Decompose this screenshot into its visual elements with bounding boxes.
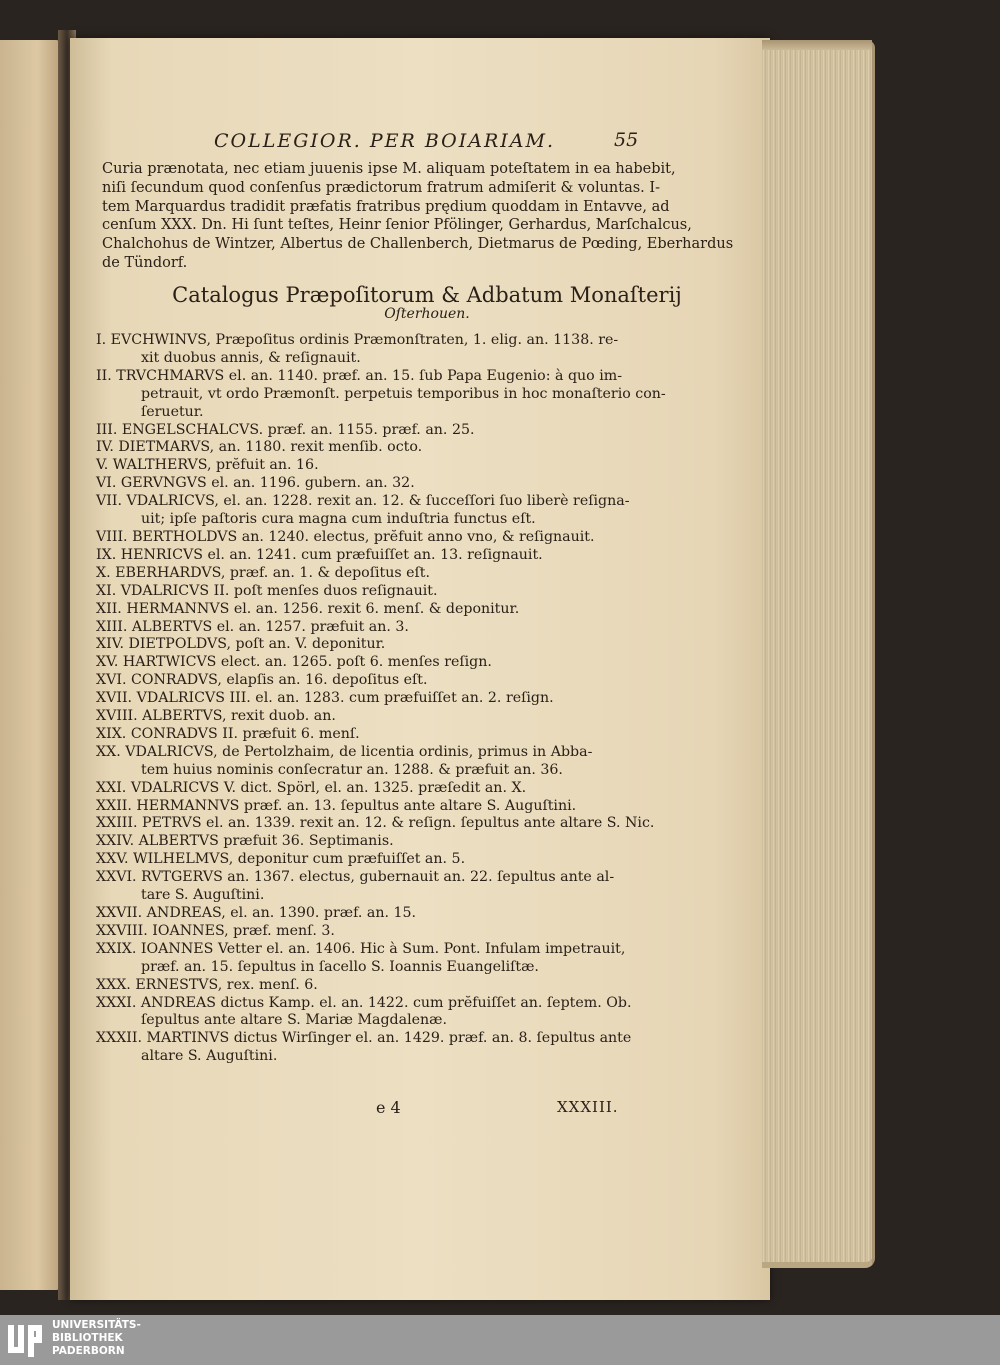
running-title: COLLEGIOR. PER BOIARIAM. [214, 130, 556, 152]
catalog-entry: V. WALTHERVS, prĕfuit an. 16. [96, 457, 319, 474]
left-page-edge [0, 40, 62, 1290]
catalog-entry: tem huius nominis conſecratur an. 1288. & præfuit an. 36. [141, 761, 563, 778]
library-name [52, 1319, 141, 1358]
paragraph-line: de Tündorf. [102, 254, 188, 271]
catalog-entry: XXII. HERMANNVS præf. an. 13. ſepultus ante altare S. Auguſtini. [96, 797, 577, 814]
paragraph-line: tem Marquardus tradidit præfatis fratribus prędium quoddam in Entavve, ad [102, 198, 670, 215]
catalog-entry: XXIX. IOANNES Vetter el. an. 1406. Hic à Sum. Pont. Infulam impetrauit, [96, 940, 626, 957]
catalog-entry: I. EVCHWINVS, Præpoſitus ordinis Præmonſtraten, 1. elig. an. 1138. re- [96, 332, 619, 348]
paragraph-line: Curia prænotata, nec etiam juuenis ipse M. aliquam poteſtatem in ea habebit, [102, 161, 676, 177]
catalog-subtitle: Oſterhouen. [384, 306, 470, 322]
catalog-entry: XXXI. ANDREAS dictus Kamp. el. an. 1422. cum prĕfuiſſet an. ſeptem. Ob. [96, 994, 632, 1011]
catalog-entry: XXVIII. IOANNES, præf. menſ. 3. [96, 922, 335, 939]
catalog-entry: XVIII. ALBERTVS, rexit duob. an. [96, 708, 336, 725]
catalog-entry: XIV. DIETPOLDVS, poſt an. V. deponitur. [96, 636, 386, 653]
catalog-list [96, 332, 666, 1066]
paragraph-line: niſi ſecundum quod conſenſus prædictorum fratrum admiſerit & voluntas. I- [102, 179, 661, 196]
catalog-title: Catalogus Præpoſitorum & Adbatum Monaſterij [172, 283, 682, 307]
catalog-entry: IV. DIETMARVS, an. 1180. rexit menſib. octo. [96, 439, 423, 456]
catalog-entry: præf. an. 15. ſepultus in ſacello S. Ioannis Euangeliſtæ. [141, 958, 539, 975]
catalog-entry: XVII. VDALRICVS III. el. an. 1283. cum præfuiſſet an. 2. reſign. [96, 690, 554, 707]
catalog-entry: uit; ipſe paſtoris cura magna cum induſtria functus eſt. [141, 511, 536, 528]
page-number: 55 [614, 129, 639, 151]
catalog-entry: XXVII. ANDREAS, el. an. 1390. præf. an. 15. [96, 905, 417, 921]
catalog-entry: XV. HARTWICVS elect. an. 1265. poſt 6. menſes reſign. [96, 654, 492, 671]
catalog-entry: VII. VDALRICVS, el. an. 1228. rexit an. 12. & ſucceſſori ſuo liberè reſigna- [96, 493, 630, 510]
page-edges [762, 40, 875, 1268]
library-name-line: UNIVERSITÄTS- [52, 1319, 141, 1331]
catalog-entry: III. ENGELSCHALCVS. præf. an. 1155. præf. an. 25. [96, 421, 475, 438]
catalog-entry: ſeruetur. [141, 403, 204, 420]
signature-mark: e 4 [376, 1098, 401, 1117]
catalog-entry: XXX. ERNESTVS, rex. menſ. 6. [96, 976, 318, 993]
catalog-entry: tare S. Auguſtini. [141, 887, 265, 904]
catalog-entry: XIX. CONRADVS II. præfuit 6. menſ. [96, 725, 360, 742]
catalog-entry: XX. VDALRICVS, de Pertolzhaim, de licentia ordinis, primus in Abba- [96, 743, 593, 760]
library-name-line: BIBLIOTHEK [52, 1332, 123, 1344]
catalog-entry: XXIV. ALBERTVS præfuit 36. Septimanis. [96, 833, 394, 850]
catalog-entry: XXIII. PETRVS el. an. 1339. rexit an. 12. & reſign. ſepultus ante altare S. Nic. [96, 815, 655, 832]
catalog-entry: XVI. CONRADVS, elapſis an. 16. depoſitus eſt. [96, 672, 428, 689]
catalog-entry: X. EBERHARDVS, præf. an. 1. & depoſitus eſt. [96, 564, 430, 581]
catalog-entry: XIII. ALBERTVS el. an. 1257. præfuit an. 3. [96, 618, 409, 635]
catalog-entry: XXV. WILHELMVS, deponitur cum præfuiſſet an. 5. [96, 851, 466, 868]
catalog-entry: XII. HERMANNVS el. an. 1256. rexit 6. menſ. & deponitur. [96, 600, 520, 617]
catalog-entry: altare S. Auguſtini. [141, 1048, 278, 1065]
library-name-line: PADERBORN [52, 1345, 125, 1357]
paragraph-line: cenſum XXX. Dn. Hi ſunt teſtes, Heinr ſenior Pfölinger, Gerhardus, Marſchalcus, [102, 217, 692, 234]
catalog-entry: VIII. BERTHOLDVS an. 1240. electus, prĕfuit anno vno, & reſignauit. [96, 528, 595, 545]
intro-paragraph [102, 160, 733, 273]
catalog-entry: II. TRVCHMARVS el. an. 1140. præf. an. 15. ſub Papa Eugenio: à quo im- [96, 367, 623, 384]
upb-logo-icon [6, 1321, 46, 1359]
catalog-entry: XXI. VDALRICVS V. dict. Spörl, el. an. 1325. præſedit an. X. [96, 779, 527, 796]
catalog-entry: IX. HENRICVS el. an. 1241. cum præfuiſſet an. 13. reſignauit. [96, 546, 543, 563]
library-footer-bar [0, 1315, 1000, 1365]
paragraph-line: Chalchohus de Wintzer, Albertus de Challenberch, Dietmarus de Pœding, Eberhardus [102, 236, 734, 253]
catalog-entry: XI. VDALRICVS II. poſt menſes duos reſignauit. [96, 582, 438, 599]
catalog-entry: ſepultus ante altare S. Mariæ Magdalenæ. [141, 1012, 447, 1029]
catalog-entry: XXVI. RVTGERVS an. 1367. electus, gubernauit an. 22. ſepultus ante al- [96, 869, 615, 886]
catalog-entry: xit duobus annis, & reſignauit. [141, 349, 361, 366]
catalog-entry: XXXII. MARTINVS dictus Wirſinger el. an. 1429. præf. an. 8. ſepultus ante [96, 1030, 632, 1047]
page-edges-top [762, 40, 872, 50]
catchword: XXXIII. [557, 1098, 619, 1116]
catalog-entry: VI. GERVNGVS el. an. 1196. gubern. an. 32. [96, 475, 415, 492]
catalog-entry: petrauit, vt ordo Præmonſt. perpetuis temporibus in hoc monaſterio con- [141, 385, 666, 402]
